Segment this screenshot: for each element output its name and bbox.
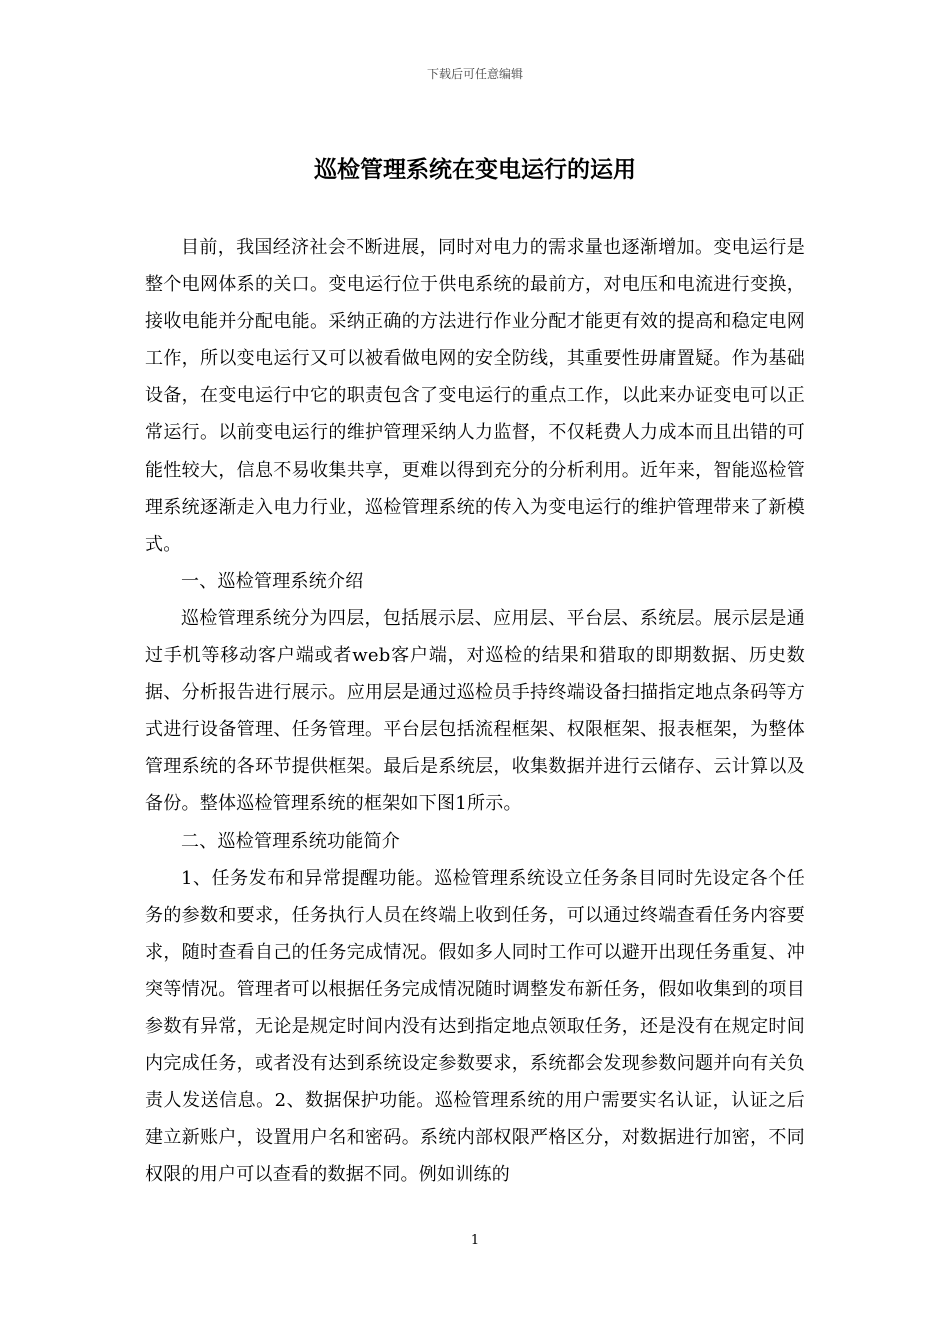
- header-note: 下载后可任意编辑: [426, 67, 523, 81]
- paragraph-system-intro: 巡检管理系统分为四层，包括展示层、应用层、平台层、系统层。展示层是通过手机等移动客户端或者web客户端，对巡检的结果和猎取的即期数据、历史数据、分析报告进行展示。应用层是通过巡检员手持终端设备扫描指定地点条码等方式进行设备管理、任务管理。平台层包括流程框架、权限框架、报表框架，为整体管理系统的各环节提供框架。最后是系统层，收集数据并进行云储存、云计算以及备份。整体巡检管理系统的框架如下图1所示。: [145, 607, 805, 815]
- document-body: [145, 229, 805, 1193]
- paragraph-functions: 1、任务发布和异常提醒功能。巡检管理系统设立任务条目同时先设定各个任务的参数和要求，任务执行人员在终端上收到任务，可以通过终端查看任务内容要求，随时查看自己的任务完成情况。假如多人同时工作可以避开出现任务重复、冲突等情况。管理者可以根据任务完成情况随时调整发布新任务，假如收集到的项目参数有异常，无论是规定时间内没有达到指定地点领取任务，还是没有在规定时间内完成任务，或者没有达到系统设定参数要求，系统都会发现参数问题并向有关负责人发送信息。2、数据保护功能。巡检管理系统的用户需要实名认证，认证之后建立新账户，设置用户名和密码。系统内部权限严格区分，对数据进行加密，不同权限的用户可以查看的数据不同。例如训练的: [145, 867, 805, 1186]
- section-heading-2: 二、巡检管理系统功能简介: [181, 830, 400, 852]
- document-title: 巡检管理系统在变电运行的运用: [314, 156, 636, 183]
- page-number: 1: [470, 1233, 480, 1248]
- section-heading-1: 一、巡检管理系统介绍: [181, 570, 364, 592]
- paragraph-intro: 目前，我国经济社会不断进展，同时对电力的需求量也逐渐增加。变电运行是整个电网体系的关口。变电运行位于供电系统的最前方，对电压和电流进行变换，接收电能并分配电能。采纳正确的方法进行作业分配才能更有效的提高和稳定电网工作，所以变电运行又可以被看做电网的安全防线，其重要性毋庸置疑。作为基础设备，在变电运行中它的职责包含了变电运行的重点工作，以此来办证变电可以正常运行。以前变电运行的维护管理采纳人力监督，不仅耗费人力成本而且出错的可能性较大，信息不易收集共享，更难以得到充分的分析利用。近年来，智能巡检管理系统逐渐走入电力行业，巡检管理系统的传入为变电运行的维护管理带来了新模式。: [145, 237, 805, 555]
